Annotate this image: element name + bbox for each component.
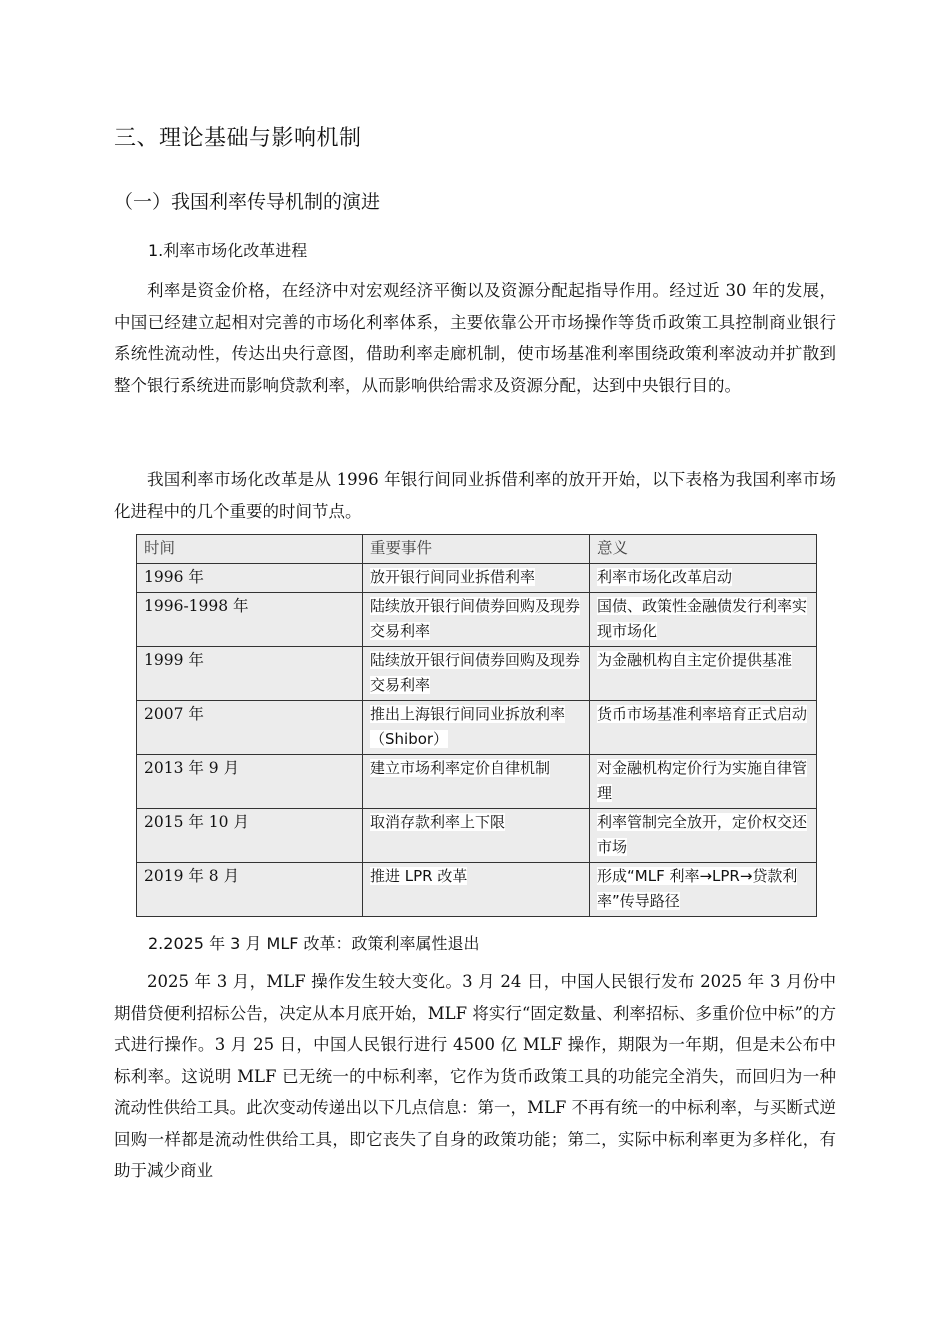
cell-meaning-container: [590, 755, 817, 809]
sub2-title: 2.2025 年 3 月 MLF 改革：政策利率属性退出: [148, 934, 480, 953]
cell-meaning: 利率管制完全放开，定价权交还市场: [597, 813, 808, 856]
cell-meaning-container: [590, 593, 817, 647]
cell-meaning: 货币市场基准利率培育正式启动: [597, 705, 808, 723]
table-row: [137, 809, 817, 863]
cell-time: 1999 年: [137, 647, 363, 701]
cell-meaning: 国债、政策性金融债发行利率实现市场化: [597, 597, 808, 640]
table-row: [137, 701, 817, 755]
cell-event-container: [363, 863, 590, 917]
timeline-table: [136, 534, 817, 917]
header-event: 重要事件: [363, 535, 590, 564]
cell-meaning: 为金融机构自主定价提供基准: [597, 651, 793, 669]
section-title: 三、理论基础与影响机制: [114, 126, 362, 151]
header-meaning: 意义: [590, 535, 817, 564]
subsection-title: （一）我国利率传导机制的演进: [114, 191, 381, 213]
cell-event-container: [363, 809, 590, 863]
cell-meaning: 形成“MLF 利率→LPR→贷款利率”传导路径: [597, 867, 798, 910]
cell-time: 2013 年 9 月: [137, 755, 363, 809]
cell-meaning: 利率市场化改革启动: [597, 568, 733, 586]
cell-event: 陆续放开银行间债券回购及现券交易利率: [370, 651, 581, 694]
cell-time: 2015 年 10 月: [137, 809, 363, 863]
cell-time: 1996-1998 年: [137, 593, 363, 647]
cell-meaning-container: [590, 647, 817, 701]
paragraph-3: 2025 年 3 月，MLF 操作发生较大变化。3 月 24 日，中国人民银行发布 2025 年 3 月份中期借贷便利招标公告，决定从本月底开始，MLF 将实行“固定数量、利率招标、多重价位中标”的方式进行操作。3 月 25 日，中国人民银行进行 4500 亿 MLF 操作，期限为一年期，但是未公布中标利率。这说明 MLF 已无统一的中标利率，它作为货币政策工具的功能完全消失，而回归为一种流动性供给工具。此次变动传递出以下几点信息：第一，MLF 不再有统一的中标利率，与买断式逆回购一样都是流动性供给工具，即它丧失了自身的政策功能；第二，实际中标利率更为多样化，有助于减少商业: [114, 972, 836, 1180]
cell-event-container: [363, 755, 590, 809]
cell-event: 推出上海银行间同业拆放利率（Shibor）: [370, 705, 566, 748]
sub1-title: 1.利率市场化改革进程: [148, 241, 308, 260]
table-row: [137, 755, 817, 809]
cell-event-container: [363, 647, 590, 701]
cell-time: 1996 年: [137, 564, 363, 593]
cell-meaning: 对金融机构定价行为实施自律管理: [597, 759, 808, 802]
header-time: 时间: [137, 535, 363, 564]
table-header-row: [137, 535, 817, 564]
cell-meaning-container: [590, 809, 817, 863]
cell-event: 推进 LPR 改革: [370, 867, 468, 885]
cell-meaning-container: [590, 863, 817, 917]
cell-meaning-container: [590, 564, 817, 593]
cell-event-container: [363, 701, 590, 755]
table-row: [137, 564, 817, 593]
table-row: [137, 593, 817, 647]
paragraph-2: 我国利率市场化改革是从 1996 年银行间同业拆借利率的放开开始，以下表格为我国利率市场化进程中的几个重要的时间节点。: [114, 470, 836, 521]
cell-time: 2019 年 8 月: [137, 863, 363, 917]
paragraph-1: 利率是资金价格，在经济中对宏观经济平衡以及资源分配起指导作用。经过近 30 年的发展，中国已经建立起相对完善的市场化利率体系，主要依靠公开市场操作等货币政策工具控制商业银行系统性流动性，传达出央行意图，借助利率走廊机制，使市场基准利率围绕政策利率波动并扩散到整个银行系统进而影响贷款利率，从而影响供给需求及资源分配，达到中央银行目的。: [114, 281, 836, 395]
cell-meaning-container: [590, 701, 817, 755]
table-row: [137, 647, 817, 701]
cell-event: 取消存款利率上下限: [370, 813, 506, 831]
cell-event: 陆续放开银行间债券回购及现券交易利率: [370, 597, 581, 640]
cell-event: 建立市场利率定价自律机制: [370, 759, 551, 777]
cell-time: 2007 年: [137, 701, 363, 755]
cell-event-container: [363, 564, 590, 593]
cell-event-container: [363, 593, 590, 647]
cell-event: 放开银行间同业拆借利率: [370, 568, 536, 586]
table-row: [137, 863, 817, 917]
